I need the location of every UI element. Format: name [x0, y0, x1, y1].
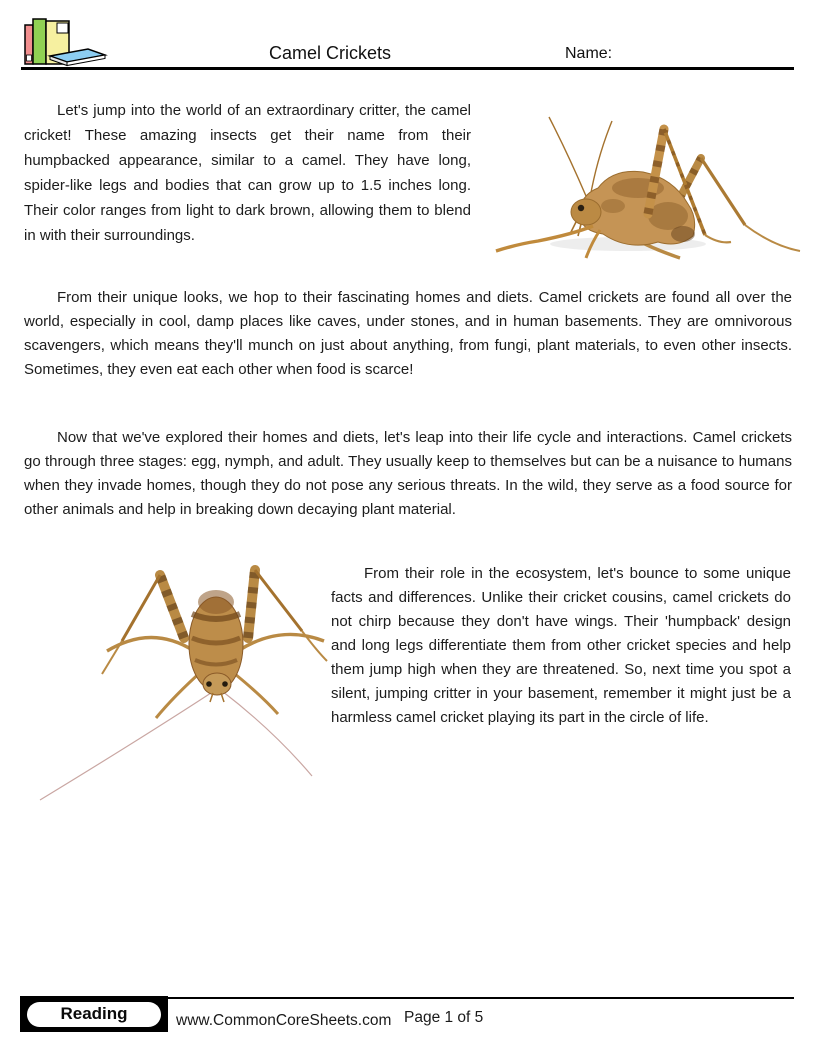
name-label: Name: [565, 45, 613, 62]
paragraph-life-cycle: Now that we've explored their homes and diets, let's leap into their life cycle and interactions. Camel crickets go through three stages: egg, nymph, and adult. They usually keep to themselves but can be a nuisance to humans when they invade homes, though they do not pose any serious threats. In the wild, they serve as a food source for other animals and help in breaking down decaying plant material. [24, 429, 792, 518]
header-divider [21, 67, 794, 70]
paragraph-unique-facts: From their role in the ecosystem, let's bounce to some unique facts and differences. Unlike their cricket cousins, camel crickets do not chirp because they don't have wings. Their 'humpback' design and long legs differentiate them from other cricket species and help them jump high when they are threatened. So, next time you spot a silent, jumping critter in your basement, remember it might just be a harmless camel cricket playing its part in the circle of life. [331, 565, 791, 726]
worksheet-type-label: Reading [27, 1002, 161, 1027]
page-title: Camel Crickets [268, 43, 392, 63]
books-icon [20, 12, 108, 68]
camel-cricket-top-photo [22, 556, 340, 808]
paragraph-habitat-diet: From their unique looks, we hop to their fascinating homes and diets. Camel crickets are found all over the world, especially in cool, damp places like caves, under stones, and in human basements. They are omnivorous scavengers, which means they'll munch on just about anything, from fungi, plant materials, to even other insects. Sometimes, they even eat each other when food is scarce! [24, 289, 792, 378]
worksheet-type-badge [20, 996, 168, 1032]
website-url: www.CommonCoreSheets.com [176, 1012, 392, 1029]
paragraph-appearance: Let's jump into the world of an extraordinary critter, the camel cricket! These amazing insects get their name from their humpbacked appearance, similar to a camel. They have long, spider-like legs and bodies that can grow up to 1.5 inches long. Their color ranges from light to dark brown, allowing them to blend in with their surroundings. [24, 102, 471, 244]
page-number: Page 1 of 5 [404, 1009, 484, 1026]
camel-cricket-side-photo [478, 96, 816, 264]
